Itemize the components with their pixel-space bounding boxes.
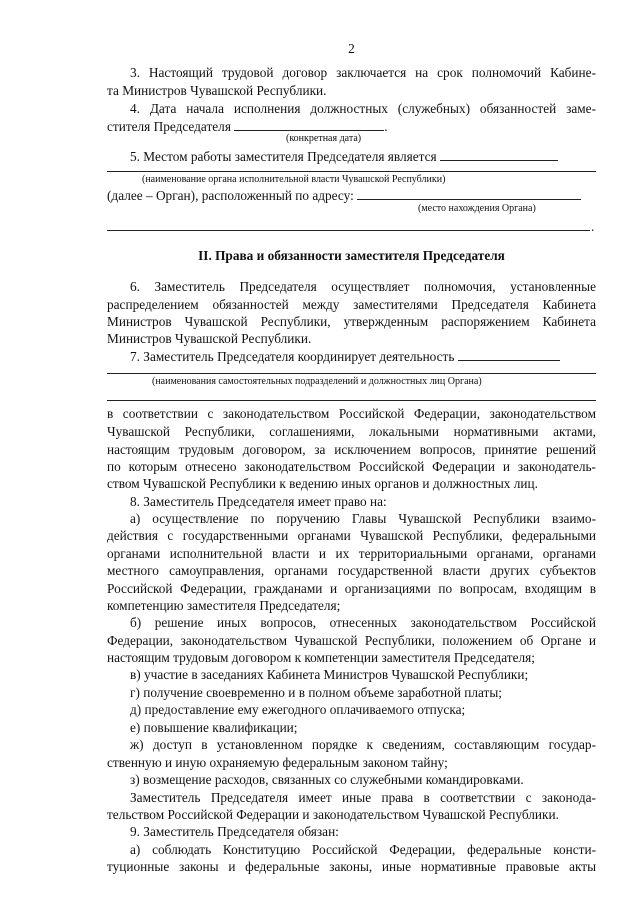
clause-8d: д) предоставление ему ежегодного оплачиваемого отпуска;	[130, 702, 466, 717]
clause-6-line-4: Министров Чувашской Республики.	[107, 331, 312, 346]
clause-6-line-2: распределением обязанностей между заместителями Председателя Кабинета	[107, 297, 596, 312]
clause-8v: в) участие в заседаниях Кабинета Министров Чувашской Республики;	[130, 667, 529, 682]
address-blank	[357, 187, 581, 200]
clause-7-cont-2: Чувашской Республики, соглашениями, локальными нормативными актами,	[107, 424, 596, 439]
clause-9a-line-2: туционные законы и федеральные законы, иные нормативные правовые акты	[107, 859, 596, 874]
clause-8e: е) повышение квалификации;	[130, 720, 298, 735]
clause-9a-line-1: а) соблюдать Конституцию Российской Федерации, федеральные консти-	[130, 842, 596, 857]
clause-8a-line-2: действия с государственными органами Чувашской Республики, федеральными	[107, 528, 596, 543]
clause-8: 8. Заместитель Председателя имеет право на:	[130, 494, 387, 509]
clause-7-cont-4: по которым отнесено законодательством Российской Федерации и законодатель-	[107, 459, 596, 474]
address-end-dot: .	[591, 219, 595, 234]
clause-8zh-line-1: ж) доступ в установленном порядке к сведениям, составляющим государ-	[130, 737, 596, 752]
caption-units: (наименования самостоятельных подразделений и должностных лиц Органа)	[152, 376, 482, 387]
caption-address: (место нахождения Органа)	[418, 203, 536, 214]
clause-8b-line-2: Федерации, законодательством Чувашской Республики, положением об Органе и	[107, 633, 596, 648]
clause-7-cont-5: ством Чувашской Республики к ведению иных органов и должностных лиц.	[107, 476, 538, 491]
clause-7-cont-3: настоящим трудовым договором, за исключением вопросов, принятие решений	[107, 442, 596, 457]
units-blank-2	[107, 400, 596, 401]
clause-7-text: 7. Заместитель Председателя координирует деятельность	[130, 349, 455, 364]
clause-9: 9. Заместитель Председателя обязан:	[130, 824, 339, 839]
clause-8a-line-6: компетенцию заместителя Председателя;	[107, 598, 341, 613]
clause-8a-line-3: органами исполнительной власти и их территориальными органами, органами	[107, 546, 596, 561]
clause-8a-line-5: Российской Федерации, гражданами и организациями по вопросам, входящим в	[107, 581, 596, 596]
clause-3-line-1: 3. Настоящий трудовой договор заключается на срок полномочий Кабине-	[130, 65, 596, 80]
clause-8b-line-3: настоящим трудовым договором к компетенции заместителя Председателя;	[107, 650, 535, 665]
clause-8a-line-1: а) осуществление по поручению Главы Чувашской Республики взаимо-	[130, 511, 596, 526]
clause-8-other-line-2: тельством Российской Федерации и законодательством Чувашской Республики.	[107, 807, 559, 822]
clause-3-line-2: та Министров Чувашской Республики.	[107, 83, 327, 98]
coordination-blank	[458, 348, 560, 361]
clause-8b-line-1: б) решение иных вопросов, отнесенных законодательством Российской	[130, 615, 596, 630]
address-blank-2	[107, 230, 590, 231]
clause-4-text: стителя Председателя	[107, 119, 231, 134]
clause-8g: г) получение своевременно и в полном объеме заработной платы;	[130, 685, 503, 700]
clause-6-line-1: 6. Заместитель Председателя осуществляет полномочия, установленные	[130, 279, 596, 294]
clause-7-cont-1: в соответствии с законодательством Российской Федерации, законодательством	[107, 406, 596, 421]
clause-8z: з) возмещение расходов, связанных со служебными командировками.	[130, 772, 524, 787]
caption-date: (конкретная дата)	[286, 133, 362, 144]
clause-5-text: 5. Местом работы заместителя Председателя является	[130, 149, 437, 164]
workplace-blank	[440, 148, 558, 161]
clause-8a-line-4: местного самоуправления, органами государственной власти других субъектов	[107, 563, 596, 578]
section-2-title: II. Права и обязанности заместителя Председателя	[198, 248, 505, 263]
caption-organ: (наименование органа исполнительной власти Чувашской Республики)	[142, 174, 446, 185]
clause-7-line-1	[130, 348, 596, 366]
clause-8-other-line-1: Заместитель Председателя имеет иные права в соответствии с законода-	[130, 790, 596, 805]
clause-8zh-line-2: ственную и иную охраняемую федеральным законом тайну;	[107, 755, 448, 770]
clause-4-line-1: 4. Дата начала исполнения должностных (служебных) обязанностей заме-	[130, 101, 596, 116]
clause-5-line-1	[130, 148, 596, 166]
clause-6-line-3: Министров Чувашской Республики, утвержденным распоряжением Кабинета	[107, 314, 596, 329]
clause-4-dot: .	[384, 119, 388, 134]
clause-5-cont-text: (далее – Орган), расположенный по адресу:	[107, 188, 354, 203]
page-number: 2	[348, 41, 355, 56]
date-blank	[234, 118, 384, 131]
units-blank	[107, 373, 596, 374]
organ-name-blank	[107, 171, 596, 172]
